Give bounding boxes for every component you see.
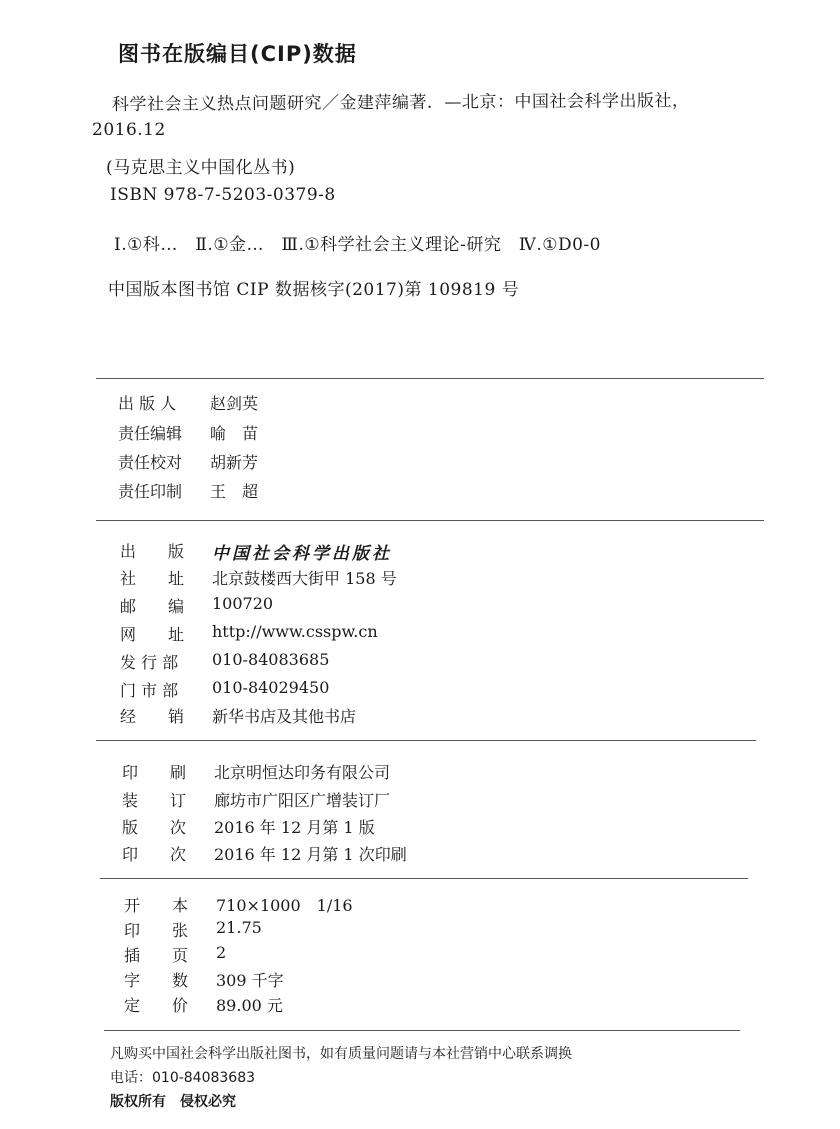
- publisher-value: 新华书店及其他书店: [212, 707, 357, 726]
- printing-value: 2016 年 12 月第 1 版: [214, 818, 375, 837]
- cip-title-line: 科学社会主义热点问题研究／金建萍编著．—北京：中国社会科学出版社，: [111, 90, 690, 115]
- staff-value: 王 超: [210, 482, 259, 501]
- publisher-label: 邮 编: [120, 597, 185, 616]
- printing-label: 印 刷: [122, 763, 187, 782]
- footer-rights: 版权所有 侵权必究: [110, 1094, 236, 1110]
- publisher-label: 社 址: [120, 569, 185, 588]
- publisher-value: 010-84029450: [212, 678, 330, 697]
- cip-date-line: 2016.12: [92, 120, 166, 140]
- staff-value: 胡新芳: [210, 453, 259, 472]
- publisher-value: 北京鼓楼西大街甲 158 号: [212, 569, 397, 588]
- footer-phone: 电话：010-84083683: [110, 1070, 256, 1086]
- staff-value: 赵剑英: [210, 394, 259, 413]
- publisher-website: http://www.csspw.cn: [212, 622, 378, 641]
- printing-value: 北京明恒达印务有限公司: [214, 763, 391, 782]
- publisher-label: 门 市 部: [120, 681, 179, 700]
- specs-value: 89.00 元: [216, 996, 283, 1015]
- publisher-value: 010-84083685: [212, 650, 330, 669]
- specs-label: 定 价: [124, 996, 189, 1015]
- divider: [96, 378, 764, 379]
- staff-label: 责任校对: [118, 453, 183, 472]
- specs-label: 字 数: [124, 971, 189, 990]
- specs-value: 21.75: [216, 918, 262, 937]
- divider: [96, 520, 764, 521]
- publisher-value: 100720: [212, 594, 274, 613]
- staff-label: 出 版 人: [118, 394, 177, 413]
- cip-record-number: 中国版本图书馆 CIP 数据核字(2017)第 109819 号: [108, 280, 520, 300]
- printing-label: 版 次: [122, 818, 187, 837]
- specs-label: 插 页: [124, 946, 189, 965]
- printing-label: 印 次: [122, 845, 187, 864]
- divider: [96, 740, 756, 741]
- specs-label: 开 本: [124, 896, 189, 915]
- printing-value: 2016 年 12 月第 1 次印刷: [214, 845, 407, 864]
- cip-classification: Ⅰ.①科… Ⅱ.①金… Ⅲ.①科学社会主义理论-研究 Ⅳ.①D0-0: [114, 235, 601, 255]
- cip-isbn: ISBN 978-7-5203-0379-8: [110, 185, 336, 205]
- staff-label: 责任编辑: [118, 424, 183, 443]
- publisher-label: 经 销: [120, 707, 185, 726]
- publisher-label: 出 版: [120, 542, 185, 561]
- staff-label: 责任印制: [118, 482, 183, 501]
- staff-value: 喻 苗: [210, 424, 259, 443]
- publisher-label: 发 行 部: [120, 653, 179, 672]
- divider: [104, 1030, 740, 1031]
- printing-label: 装 订: [122, 791, 187, 810]
- specs-label: 印 张: [124, 921, 189, 940]
- cip-series: (马克思主义中国化丛书): [106, 158, 296, 178]
- publisher-name-logo: 中国社会科学出版社: [212, 544, 392, 564]
- footer-notice: 凡购买中国社会科学出版社图书，如有质量问题请与本社营销中心联系调换: [110, 1046, 572, 1062]
- printing-value: 廊坊市广阳区广增装订厂: [214, 791, 391, 810]
- cip-heading: 图书在版编目(CIP)数据: [118, 42, 357, 66]
- specs-value: 309 千字: [216, 971, 284, 990]
- divider: [100, 878, 748, 879]
- publisher-label: 网 址: [120, 625, 185, 644]
- specs-value: 710×1000 1/16: [216, 896, 353, 915]
- specs-value: 2: [216, 943, 227, 962]
